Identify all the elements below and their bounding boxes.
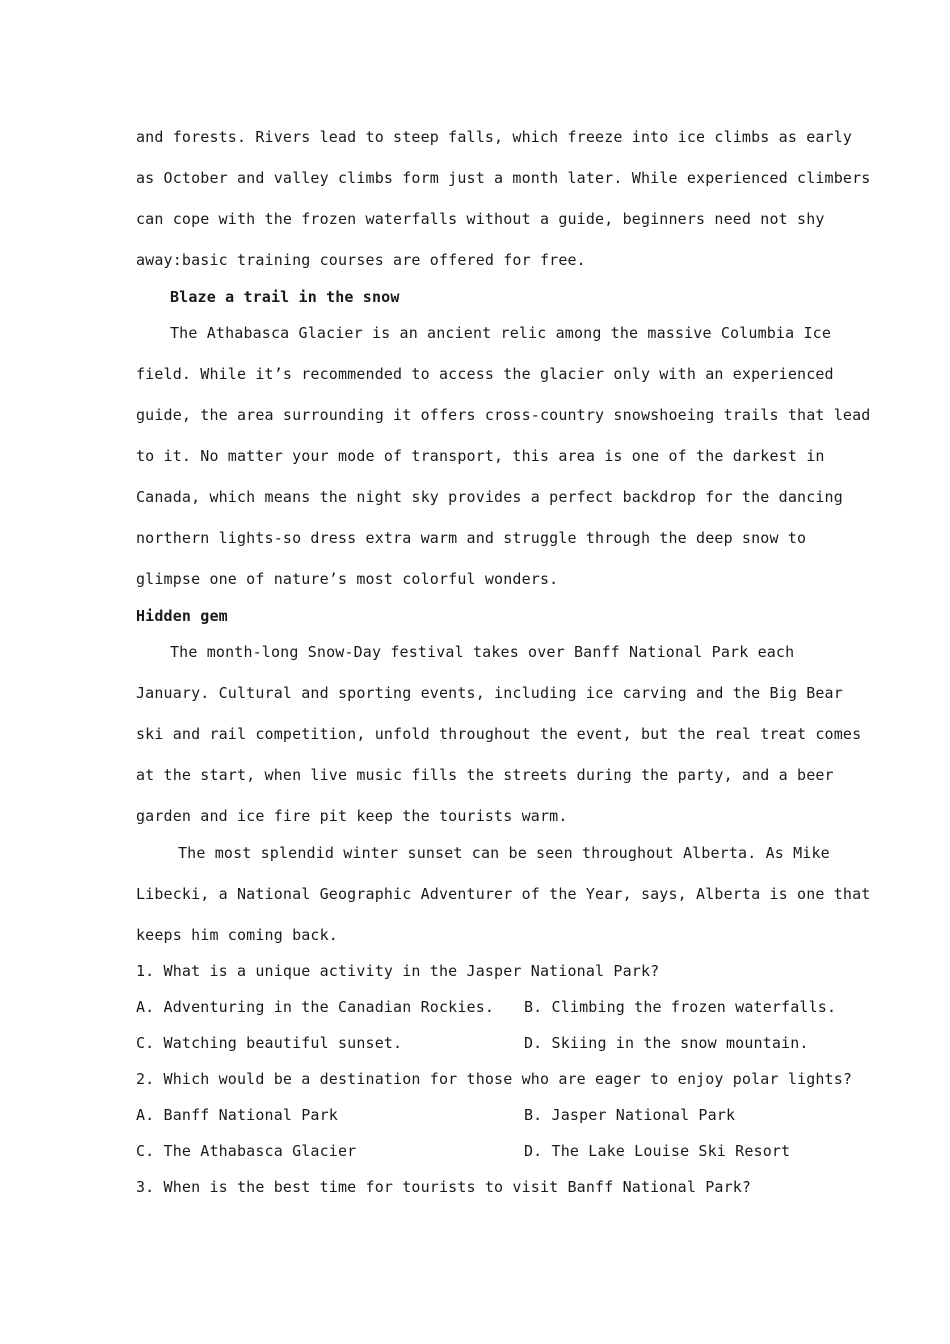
question-2-option-a: A. Banff National Park <box>136 1106 338 1124</box>
para1-line-1: and forests. Rivers lead to steep falls, which freeze into ice climbs as early <box>136 128 853 146</box>
question-1-option-a: A. Adventuring in the Canadian Rockies. <box>136 998 495 1016</box>
para3-line-4: at the start, when live music fills the streets during the party, and a beer <box>136 766 834 784</box>
para2-line-5: Canada, which means the night sky provides a perfect backdrop for the dancing <box>136 488 843 506</box>
para2-line-3: guide, the area surrounding it offers cross-country snowshoeing trails that lead <box>136 406 871 424</box>
para4-line-1: The most splendid winter sunset can be seen throughout Alberta. As Mike <box>178 844 830 862</box>
question-2-stem: 2. Which would be a destination for those who are eager to enjoy polar lights? <box>136 1070 853 1088</box>
para3-line-2: January. Cultural and sporting events, including ice carving and the Big Bear <box>136 684 843 702</box>
question-3-stem: 3. When is the best time for tourists to visit Banff National Park? <box>136 1178 752 1196</box>
para1-line-3: can cope with the frozen waterfalls without a guide, beginners need not shy <box>136 210 825 228</box>
section-heading-hidden-gem: Hidden gem <box>136 607 228 625</box>
question-2-option-d: D. The Lake Louise Ski Resort <box>524 1142 791 1160</box>
para3-line-1: The month-long Snow-Day festival takes over Banff National Park each <box>170 643 795 661</box>
question-2-option-c: C. The Athabasca Glacier <box>136 1142 357 1160</box>
para2-line-6: northern lights-so dress extra warm and struggle through the deep snow to <box>136 529 807 547</box>
para2-line-2: field. While it’s recommended to access the glacier only with an experienced <box>136 365 834 383</box>
para3-line-5: garden and ice fire pit keep the tourists warm. <box>136 807 568 825</box>
question-1-option-d: D. Skiing in the snow mountain. <box>524 1034 809 1052</box>
para1-line-2: as October and valley climbs form just a month later. While experienced climbers <box>136 169 871 187</box>
para4-line-3: keeps him coming back. <box>136 926 338 944</box>
para2-line-7: glimpse one of nature’s most colorful wonders. <box>136 570 559 588</box>
question-1-option-c: C. Watching beautiful sunset. <box>136 1034 403 1052</box>
para3-line-3: ski and rail competition, unfold throughout the event, but the real treat comes <box>136 725 862 743</box>
section-heading-blaze-trail: Blaze a trail in the snow <box>170 288 400 306</box>
question-2-option-b: B. Jasper National Park <box>524 1106 736 1124</box>
question-1-stem: 1. What is a unique activity in the Jasper National Park? <box>136 962 660 980</box>
para1-line-4: away:basic training courses are offered for free. <box>136 251 586 269</box>
question-1-option-b: B. Climbing the frozen waterfalls. <box>524 998 837 1016</box>
para4-line-2: Libecki, a National Geographic Adventurer of the Year, says, Alberta is one that <box>136 885 871 903</box>
para2-line-1: The Athabasca Glacier is an ancient relic among the massive Columbia Ice <box>170 324 832 342</box>
para2-line-4: to it. No matter your mode of transport, this area is one of the darkest in <box>136 447 825 465</box>
